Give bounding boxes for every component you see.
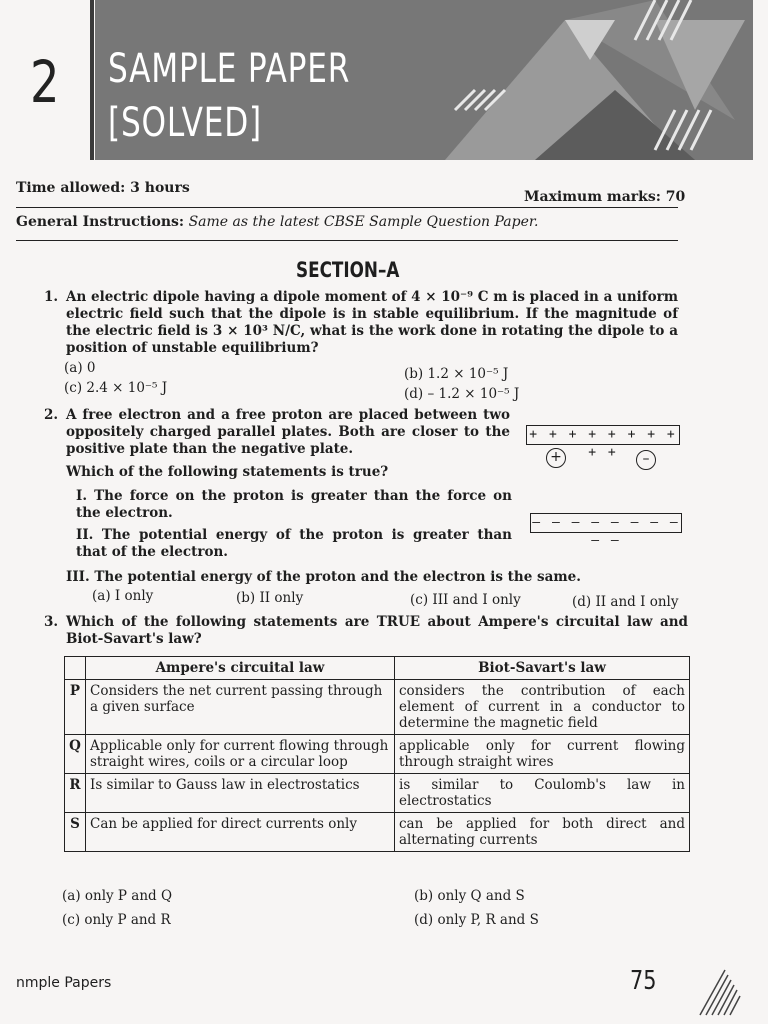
page-title-line2: [SOLVED] (108, 100, 262, 146)
rule-top (16, 207, 678, 208)
q2-option-b: (b) II only (236, 590, 304, 606)
chapter-number: 2 (30, 48, 60, 116)
q1-option-d: (d) – 1.2 × 10⁻⁵ J (404, 386, 520, 402)
q1-option-c: (c) 2.4 × 10⁻⁵ J (64, 380, 168, 396)
q2-option-a: (a) I only (92, 588, 154, 604)
q3-number: 3. (44, 614, 59, 630)
q2-option-c: (c) III and I only (410, 592, 521, 608)
electron-symbol: – (636, 450, 656, 470)
page-number: 75 (630, 966, 657, 996)
q2-statement-3: III. The potential energy of the proton and the electron is the same. (66, 569, 581, 585)
biot-cell: can be applied for both direct and alternating currents (395, 813, 690, 852)
q2-statement-1: I. The force on the proton is greater than the force on the electron. (76, 488, 512, 521)
row-label: P (65, 680, 86, 735)
table-row (65, 813, 690, 852)
positive-plate: + + + + + + + + + + (526, 425, 680, 445)
table-header-ampere: Ampere's circuital law (86, 657, 395, 680)
q2-statement-2: II. The potential energy of the proton is greater than that of the electron. (76, 527, 512, 560)
q3-option-b: (b) only Q and S (414, 888, 525, 904)
table-header-biot: Biot-Savart's law (395, 657, 690, 680)
biot-cell: is similar to Coulomb's law in electrostatics (395, 774, 690, 813)
table-row (65, 774, 690, 813)
row-label: S (65, 813, 86, 852)
ampere-cell: Can be applied for direct currents only (86, 813, 395, 852)
general-instructions (16, 214, 538, 230)
time-allowed: Time allowed: 3 hours (16, 180, 190, 196)
footer-label: nmple Papers (16, 975, 112, 991)
biot-cell: considers the contribution of each element of current in a conductor to determine the magnetic field (395, 680, 690, 735)
q1-number: 1. (44, 289, 59, 305)
row-label: R (65, 774, 86, 813)
q2-ask: Which of the following statements is true? (66, 464, 389, 480)
row-label: Q (65, 735, 86, 774)
table-row (65, 735, 690, 774)
proton-symbol: + (546, 448, 566, 468)
table-header-row (65, 657, 690, 680)
table-row (65, 680, 690, 735)
q2-option-d: (d) II and I only (572, 594, 679, 610)
negative-plate: – – – – – – – – – – (530, 513, 682, 533)
header-divider (90, 0, 94, 160)
section-title: SECTION–A (296, 258, 400, 282)
q3-option-a: (a) only P and Q (62, 888, 173, 904)
q1-option-b: (b) 1.2 × 10⁻⁵ J (404, 366, 509, 382)
ampere-cell: Applicable only for current flowing through straight wires, coils or a circular loop (86, 735, 395, 774)
table-header-blank (65, 657, 86, 680)
ampere-cell: Is similar to Gauss law in electrostatics (86, 774, 395, 813)
q1-text: An electric dipole having a dipole moment of 4 × 10⁻⁹ C m is placed in a uniform electric field such that the dipole is in stable equilibrium. If the magnitude of the electric field is 3 × 10³ N/C, what is the work done in rotating the dipole to a position of unstable equilibrium? (66, 289, 678, 356)
gi-label: General Instructions: (16, 214, 185, 230)
ampere-cell: Considers the net current passing through a given surface (86, 680, 395, 735)
q2-text: A free electron and a free proton are placed between two oppositely charged parallel plates. Both are closer to the positive plate than the negative plate. (66, 407, 510, 457)
gi-text: Same as the latest CBSE Sample Question Paper. (188, 214, 539, 230)
q3-option-c: (c) only P and R (62, 912, 171, 928)
maximum-marks: Maximum marks: 70 (524, 189, 686, 205)
page-title-line1: SAMPLE PAPER (108, 46, 351, 92)
footer-pattern (690, 960, 760, 1020)
biot-cell: applicable only for current flowing through straight wires (395, 735, 690, 774)
q2-number: 2. (44, 407, 59, 423)
comparison-table (64, 656, 690, 852)
rule-bottom (16, 240, 678, 241)
q3-option-d: (d) only P, R and S (414, 912, 539, 928)
q3-text: Which of the following statements are TRUE about Ampere's circuital law and Biot-Savart's law? (66, 614, 688, 647)
q1-option-a: (a) 0 (64, 360, 96, 376)
